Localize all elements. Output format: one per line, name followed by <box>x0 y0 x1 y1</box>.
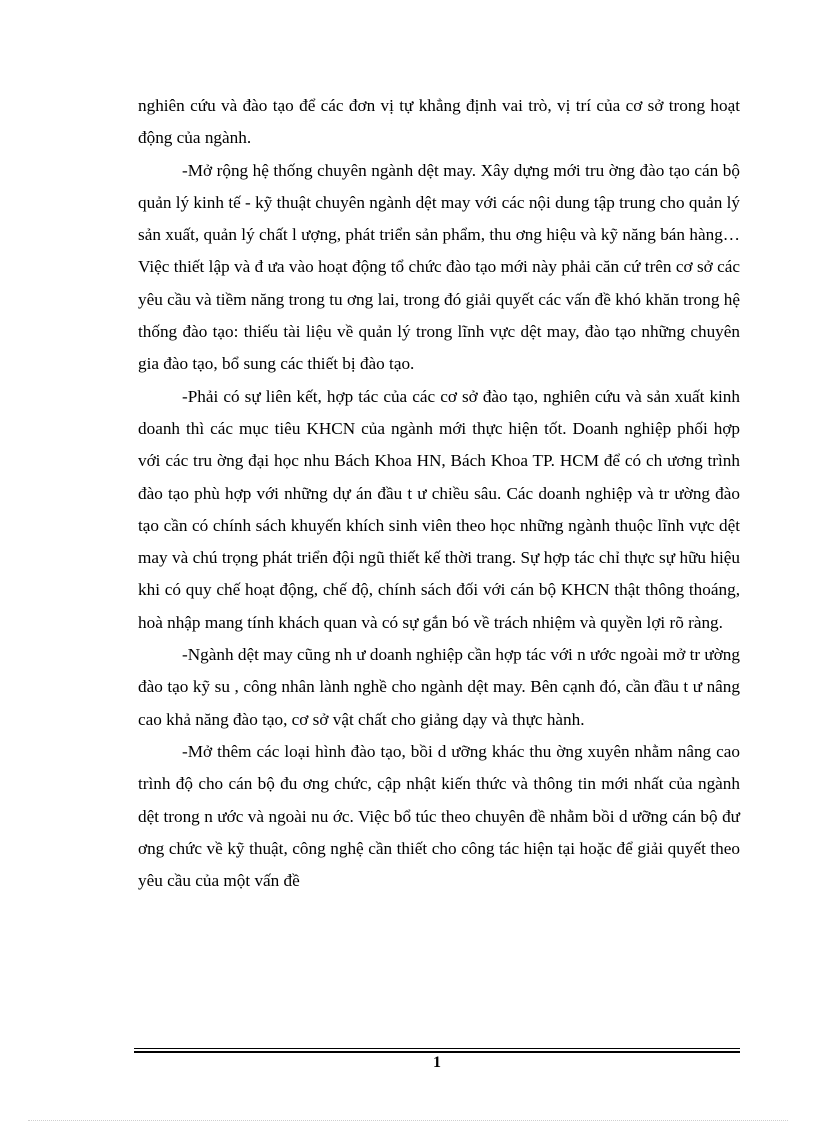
paragraph-training-types: -Mở thêm các loại hình đào tạo, bồi d ưỡng khác thu ờng xuyên nhằm nâng cao trình độ cho cán bộ đu ơng chức, cập nhật kiến thức và thông tin mới nhất của ngành dệt trong n ước và ngoài nu ớc. Việc bổ túc theo chuyên đề nhằm bồi d ưỡng cán bộ đư ơng chức về kỹ thuật, công nghệ cần thiết cho công tác hiện tại hoặc để giải quyết theo yêu cầu của một vấn đề <box>138 741 740 891</box>
paragraph-continuation: nghiên cứu và đào tạo để các đơn vị tự khẳng định vai trò, vị trí của cơ sở trong hoạt động của ngành. <box>138 96 740 148</box>
paragraph-foreign-cooperation: -Ngành dệt may cũng nh ư doanh nghiệp cần hợp tác với n ước ngoài mở tr ường đào tạo kỹ su , công nhân lành nghề cho ngành dệt may. Bên cạnh đó, cần đầu t ư nâng cao khả năng đào tạo, cơ sở vật chất cho giảng dạy và thực hành. <box>138 645 740 729</box>
page-number: 1 <box>433 1054 441 1071</box>
paragraph-expand-system: -Mở rộng hệ thống chuyên ngành dệt may. Xây dựng mới tru ờng đào tạo cán bộ quản lý kinh tế - kỹ thuật chuyên ngành dệt may với các nội dung tập trung cho quản lý sản xuất, quản lý chất l ượng, phát triển sản phẩm, thu ơng hiệu và kỹ năng bán hàng…Việc thiết lập và đ ưa vào hoạt động tổ chức đào tạo mới này phải căn cứ trên cơ sở các yêu cầu và tiềm năng trong tu ơng lai, trong đó giải quyết các vấn đề khó khăn trong hệ thống đào tạo: thiếu tài liệu về quản lý trong lĩnh vực dệt may, đào tạo những chuyên gia đào tạo, bổ sung các thiết bị đào tạo. <box>138 160 740 374</box>
paragraph-cooperation: -Phải có sự liên kết, hợp tác của các cơ sở đào tạo, nghiên cứu và sản xuất kinh doanh thì các mục tiêu KHCN của ngành mới thực hiện tốt. Doanh nghiệp phối hợp với các tru ờng đại học nhu Bách Khoa HN, Bách Khoa TP. HCM để có ch ương trình đào tạo phù hợp với những dự án đầu t ư chiều sâu. Các doanh nghiệp và tr ường đào tạo cần có chính sách khuyến khích sinh viên theo học những ngành thuộc lĩnh vực dệt may và chú trọng phát triển đội ngũ thiết kế thời trang. Sự hợp tác chỉ thực sự hữu hiệu khi có quy chế hoạt động, chế độ, chính sách đối với cán bộ KHCN thật thông thoáng, hoà nhập mang tính khách quan và có sự gắn bó về trách nhiệm và quyền lợi rõ ràng. <box>138 386 740 632</box>
footer-rule-thin <box>134 1048 740 1049</box>
body-text <box>138 90 740 897</box>
page-edge-divider <box>28 1120 788 1121</box>
